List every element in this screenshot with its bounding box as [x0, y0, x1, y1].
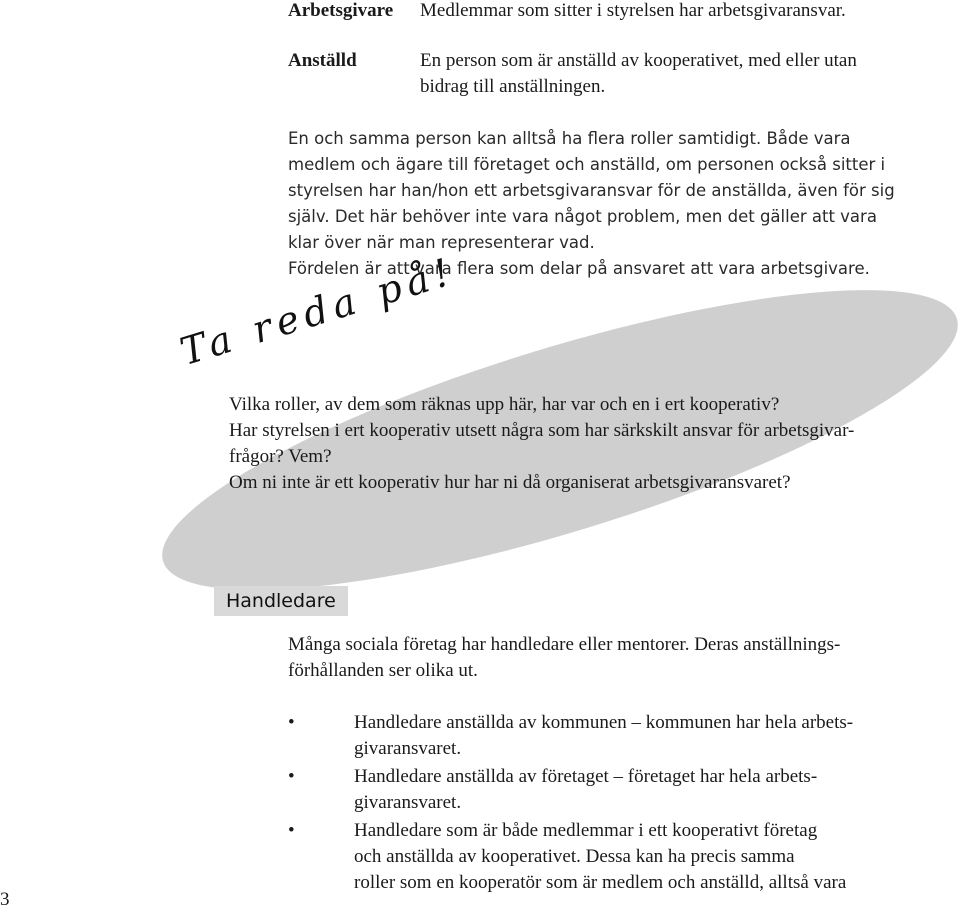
- intro-line: En och samma person kan alltså ha flera roller samtidigt. Både vara: [288, 129, 851, 148]
- bullet-line: givaransvaret.: [354, 738, 462, 759]
- callout-line: Vilka roller, av dem som räknas upp här, har var och en i ert kooperativ?: [229, 394, 780, 415]
- callout-line: Om ni inte är ett kooperativ hur har ni då organiserat arbetsgivaransvaret?: [229, 472, 791, 493]
- bullet-line: givaransvaret.: [354, 792, 462, 813]
- bullet-line: Handledare anställda av kommunen – kommunen har hela arbets-: [354, 712, 854, 733]
- definition-text-anstalld-line-1: En person som är anställd av kooperativet, med eller utan: [420, 50, 857, 71]
- section-title-handledare: Handledare: [214, 586, 348, 616]
- definition-text-anstalld-line-2: bidrag till anställningen.: [420, 76, 606, 97]
- bullet-line: och anställda av kooperativet. Dessa kan ha precis samma: [354, 846, 795, 867]
- callout-line: frågor? Vem?: [229, 446, 332, 467]
- callout-line: Har styrelsen i ert kooperativ utsett några som har särkskilt ansvar för arbetsgivar-: [229, 420, 855, 441]
- intro-line: medlem och ägare till företaget och anställd, om personen också sitter i: [288, 155, 886, 174]
- page-number: 3: [0, 889, 10, 910]
- handledare-intro-line: Många sociala företag har handledare eller mentorer. Deras anställnings-: [288, 634, 841, 655]
- intro-line: styrelsen har han/hon ett arbetsgivaransvar för de anställda, även för sig: [288, 181, 895, 200]
- bullet-marker: •: [288, 766, 295, 787]
- intro-line: själv. Det här behöver inte vara något problem, men det gäller att vara: [288, 207, 877, 226]
- bullet-marker: •: [288, 820, 295, 841]
- definition-term-anstalld: Anställd: [288, 50, 357, 71]
- bullet-line: roller som en kooperatör som är medlem och anställd, alltså vara: [354, 872, 847, 893]
- handledare-intro-line: förhållanden ser olika ut.: [288, 660, 478, 681]
- callout-heading: Ta reda på!: [175, 248, 461, 374]
- bullet-line: Handledare anställda av företaget – företaget har hela arbets-: [354, 766, 818, 787]
- definition-term-arbetsgivare: Arbetsgivare: [288, 0, 394, 21]
- intro-line: klar över när man representerar vad.: [288, 233, 595, 252]
- definition-text-arbetsgivare: Medlemmar som sitter i styrelsen har arbetsgivaransvar.: [420, 0, 846, 21]
- intro-line: Fördelen är att vara flera som delar på ansvaret att vara arbetsgivare.: [288, 259, 870, 278]
- bullet-line: Handledare som är både medlemmar i ett kooperativt företag: [354, 820, 818, 841]
- bullet-marker: •: [288, 712, 295, 733]
